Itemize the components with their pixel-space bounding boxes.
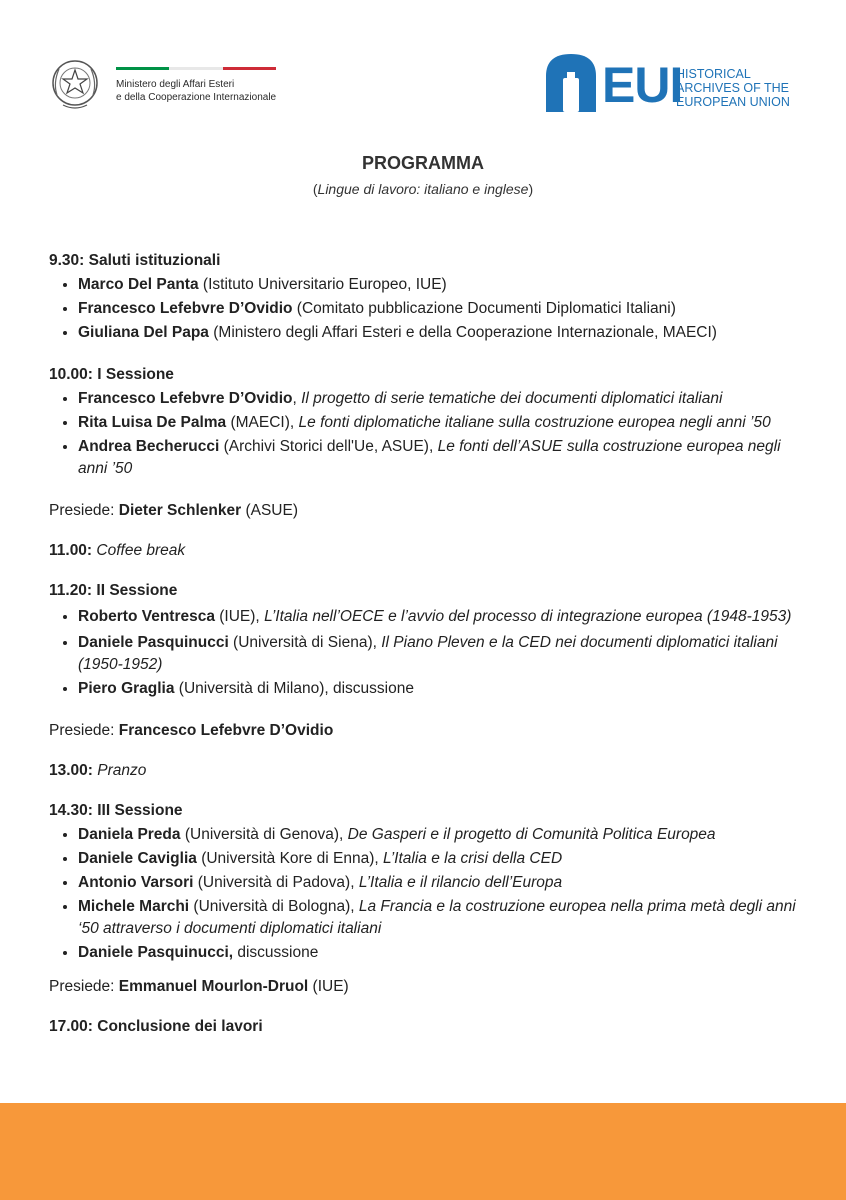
speaker-name: Giuliana Del Papa <box>78 324 209 341</box>
speaker-affiliation: (Università di Siena), <box>228 634 382 651</box>
speaker-name: Francesco Lefebvre D’Ovidio <box>78 390 293 407</box>
speaker-affiliation: (Università di Milano), discussione <box>174 680 414 697</box>
session-1-chair <box>49 500 809 522</box>
chair-affiliation: (IUE) <box>308 978 349 995</box>
speaker-name: Rita Luisa De Palma <box>78 414 227 431</box>
speaker-affiliation: (Università di Genova), <box>180 826 348 843</box>
list-item <box>78 824 809 846</box>
italian-republic-emblem-icon <box>49 55 101 113</box>
speaker-name: Michele Marchi <box>78 898 190 915</box>
page-title: PROGRAMMA <box>362 153 484 173</box>
talk-title: Le fonti diplomatiche italiane sulla costruzione europea negli anni ’50 <box>298 414 771 431</box>
lunch <box>49 760 809 782</box>
chair-label: Presiede: <box>49 978 119 995</box>
coffee-label: Coffee break <box>92 542 186 559</box>
talk-title: Il Piano Pleven e la CED nei documenti diplomatici italiani (1950-1952) <box>78 634 778 673</box>
speaker-name: Daniele Caviglia <box>78 850 197 867</box>
speaker-name: Marco Del Panta <box>78 276 199 293</box>
eui-archives-text <box>676 67 790 109</box>
lunch-label: Pranzo <box>92 762 147 779</box>
speaker-name: Daniele Pasquinucci <box>78 634 229 651</box>
eui-text-line1: HISTORICAL <box>676 67 751 81</box>
speaker-name: Andrea Becherucci <box>78 438 220 455</box>
list-item <box>78 322 809 344</box>
talk-title: Il progetto di serie tematiche dei documenti diplomatici italiani <box>301 390 723 407</box>
speaker-name: Daniela Preda <box>78 826 181 843</box>
eui-acronym: EUI <box>602 57 683 113</box>
list-item <box>78 604 809 630</box>
talk-title: La Francia e la costruzione europea nella prima metà degli anni ‘50 attraverso i documenti diplomatici italiani <box>78 898 796 937</box>
speaker-affiliation: (Archivi Storici dell'Ue, ASUE), <box>219 438 438 455</box>
speaker-list-session-1 <box>49 388 809 480</box>
eui-arch-icon <box>546 54 596 112</box>
section-title-welcome: 9.30: Saluti istituzionali <box>49 252 221 269</box>
eui-text-line2: ARCHIVES OF THE <box>676 81 789 95</box>
speaker-list-welcome <box>49 274 809 344</box>
coffee-time: 11.00: <box>49 542 93 559</box>
list-item <box>78 298 809 320</box>
talk-title: L’Italia nell’OECE e l’avvio del processo di integrazione europea (1948-1953) <box>264 608 792 625</box>
subtitle-text: Lingue di lavoro: italiano e inglese <box>317 181 529 197</box>
italian-flag-stripe <box>116 67 276 70</box>
speaker-name: Piero Graglia <box>78 680 175 697</box>
list-item <box>78 872 809 894</box>
list-item <box>78 848 809 870</box>
speaker-name: Francesco Lefebvre D’Ovidio <box>78 300 293 317</box>
talk-title: L’Italia e la crisi della CED <box>382 850 563 867</box>
speaker-affiliation: (Istituto Universitario Europeo, IUE) <box>198 276 447 293</box>
chair-name: Francesco Lefebvre D’Ovidio <box>118 722 334 739</box>
eui-text-line3: EUROPEAN UNION <box>676 95 790 109</box>
talk-title: L’Italia e il rilancio dell’Europa <box>358 874 563 891</box>
chair-label: Presiede: <box>49 502 119 519</box>
ministry-name-line2: e della Cooperazione Internazionale <box>116 92 277 103</box>
speaker-affiliation: (MAECI), <box>226 414 299 431</box>
closing-title: 17.00: Conclusione dei lavori <box>49 1018 263 1035</box>
list-item <box>78 412 809 434</box>
coffee-break <box>49 540 809 562</box>
lunch-time: 13.00: <box>49 762 93 779</box>
list-item <box>78 632 809 676</box>
section-title-session-2: 11.20: II Sessione <box>49 582 178 599</box>
speaker-affiliation: (IUE), <box>214 608 265 625</box>
list-item <box>78 678 809 700</box>
page-header <box>0 0 846 130</box>
speaker-name: Daniele Pasquinucci, <box>78 944 234 961</box>
section-title-session-3: 14.30: III Sessione <box>49 802 183 819</box>
speaker-list-session-3 <box>49 824 809 964</box>
speaker-affiliation: (Università di Bologna), <box>189 898 359 915</box>
list-item <box>78 942 809 964</box>
ministry-name-line1: Ministero degli Affari Esteri <box>116 79 235 90</box>
section-title-session-1: 10.00: I Sessione <box>49 366 174 383</box>
speaker-affiliation: (Università di Padova), <box>193 874 359 891</box>
chair-affiliation: (ASUE) <box>241 502 298 519</box>
talk-title: Le fonti dell’ASUE sulla costruzione europea negli anni ’50 <box>78 438 781 477</box>
speaker-affiliation: (Ministero degli Affari Esteri e della Cooperazione Internazionale, MAECI) <box>208 324 717 341</box>
page-subtitle: (Lingue di lavoro: italiano e inglese) <box>312 181 534 197</box>
session-2-chair <box>49 720 809 742</box>
footer-band <box>0 1103 846 1200</box>
list-item <box>78 388 809 410</box>
speaker-affiliation: (Università Kore di Enna), <box>196 850 383 867</box>
speaker-role: discussione <box>233 944 319 961</box>
ministry-name <box>116 78 276 104</box>
speaker-name: Roberto Ventresca <box>78 608 215 625</box>
chair-label: Presiede: <box>49 722 119 739</box>
speaker-name: Antonio Varsori <box>78 874 194 891</box>
speaker-affiliation: (Comitato pubblicazione Documenti Diplomatici Italiani) <box>292 300 676 317</box>
list-item <box>78 896 809 940</box>
chair-name: Dieter Schlenker <box>118 502 242 519</box>
speaker-affiliation: , <box>292 390 302 407</box>
list-item <box>78 436 809 480</box>
chair-name: Emmanuel Mourlon-Druol <box>118 978 309 995</box>
talk-title: De Gasperi e il progetto di Comunità Politica Europea <box>347 826 716 843</box>
session-3-chair <box>49 976 809 998</box>
programme-content <box>49 250 809 1038</box>
speaker-list-session-2 <box>49 604 809 700</box>
list-item <box>78 274 809 296</box>
